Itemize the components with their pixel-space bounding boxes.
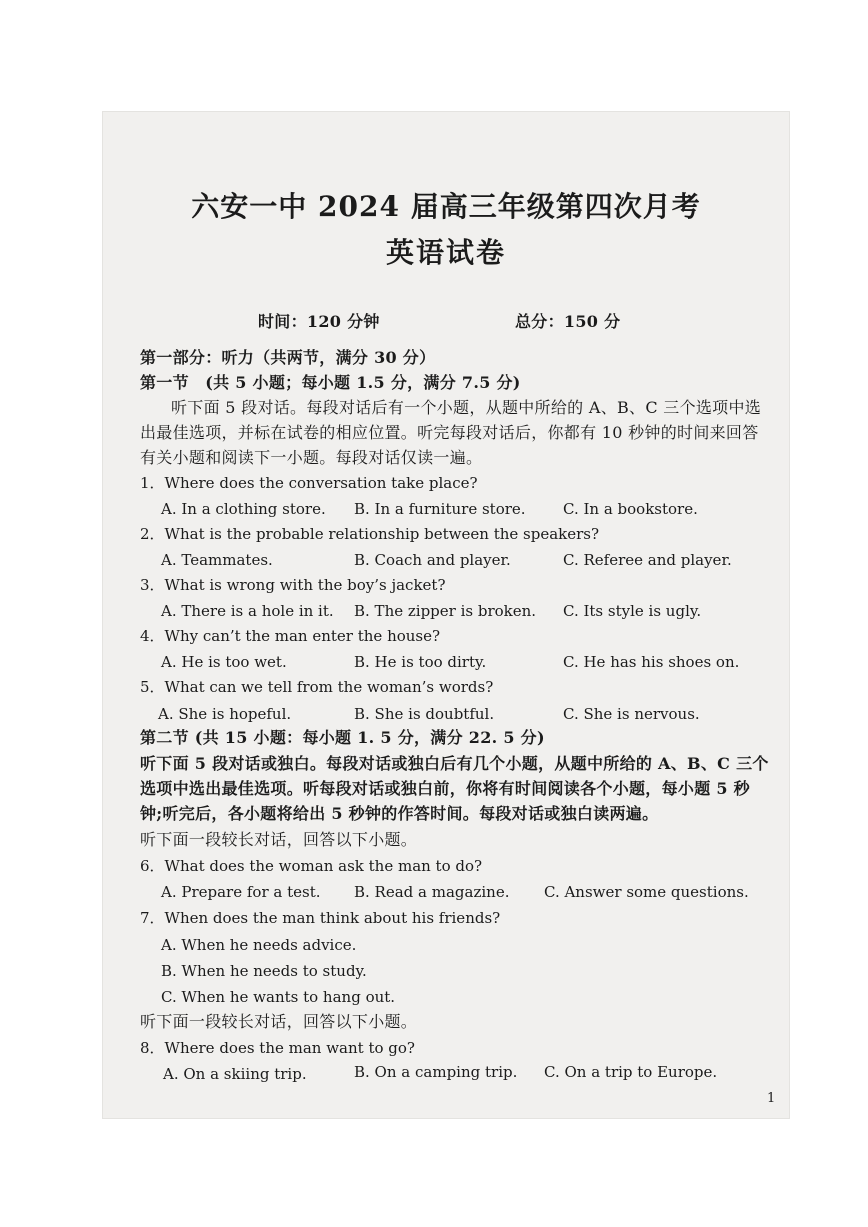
section1-heading: 第一节 (共 5 小题；每小题 1.5 分，满分 7.5 分): [140, 373, 521, 392]
question-1-option-b: B. In a furniture store.: [354, 500, 526, 518]
section2-instruction-line: 听下面 5 段对话或独白。每段对话或独白后有几个小题，从题中所给的 A、B、C 三个: [140, 754, 769, 773]
section1-instruction-line: 听下面 5 段对话。每段对话后有一个小题，从题中所给的 A、B、C 三个选项中选: [171, 398, 762, 417]
question-1-option-a: A. In a clothing store.: [161, 500, 326, 518]
exam-total-score: 总分：150 分: [515, 312, 621, 331]
question-1: 1．Where does the conversation take place?: [140, 474, 478, 492]
question-1-option-c: C. In a bookstore.: [563, 500, 698, 518]
question-2-option-a: A. Teammates.: [161, 551, 273, 569]
question-3: 3．What is wrong with the boy’s jacket?: [140, 576, 446, 594]
question-8-option-b: B. On a camping trip.: [354, 1063, 518, 1081]
section2-instruction-line: 选项中选出最佳选项。听每段对话或独白前，你将有时间阅读各个小题，每小题 5 秒: [140, 779, 750, 798]
question-8-option-c: C. On a trip to Europe.: [544, 1063, 718, 1081]
question-4-option-b: B. He is too dirty.: [354, 653, 487, 671]
question-3-option-c: C. Its style is ugly.: [563, 602, 702, 620]
question-3-option-b: B. The zipper is broken.: [354, 602, 537, 620]
question-5-option-a: A. She is hopeful.: [158, 705, 292, 723]
exam-time: 时间：120 分钟: [258, 312, 380, 331]
question-5-option-c: C. She is nervous.: [563, 705, 700, 723]
exam-subtitle: 英语试卷: [385, 236, 506, 269]
question-4-option-c: C. He has his shoes on.: [563, 653, 740, 671]
question-7-option-b: B. When he needs to study.: [161, 962, 367, 980]
section1-instruction-line: 有关小题和阅读下一小题。每段对话仅读一遍。: [140, 448, 483, 467]
question-4: 4．Why can’t the man enter the house?: [140, 627, 441, 645]
question-6: 6．What does the woman ask the man to do?: [140, 857, 483, 875]
section1-instruction-line: 出最佳选项，并标在试卷的相应位置。听完每段对话后，你都有 10 秒钟的时间来回答: [140, 423, 759, 442]
question-6-option-a: A. Prepare for a test.: [161, 883, 321, 901]
question-7-option-c: C. When he wants to hang out.: [161, 988, 396, 1006]
question-7: 7．When does the man think about his friends?: [140, 909, 501, 927]
question-7-option-a: A. When he needs advice.: [161, 936, 357, 954]
question-3-option-a: A. There is a hole in it.: [161, 602, 334, 620]
section2-instruction-line: 钟;听完后，各小题将给出 5 秒钟的作答时间。每段对话或独白读两遍。: [140, 804, 659, 823]
listen-instruction: 听下面一段较长对话，回答以下小题。: [140, 1012, 418, 1031]
question-8: 8．Where does the man want to go?: [140, 1039, 415, 1057]
listen-instruction: 听下面一段较长对话，回答以下小题。: [140, 830, 418, 849]
question-2: 2．What is the probable relationship between the speakers?: [140, 525, 600, 543]
question-2-option-b: B. Coach and player.: [354, 551, 511, 569]
question-6-option-c: C. Answer some questions.: [544, 883, 749, 901]
question-8-option-a: A. On a skiing trip.: [163, 1065, 307, 1083]
exam-sheet: [103, 112, 789, 1118]
question-5: 5．What can we tell from the woman’s words?: [140, 678, 494, 696]
question-5-option-b: B. She is doubtful.: [354, 705, 495, 723]
question-2-option-c: C. Referee and player.: [563, 551, 732, 569]
question-4-option-a: A. He is too wet.: [161, 653, 287, 671]
section2-heading: 第二节 (共 15 小题：每小题 1. 5 分，满分 22. 5 分): [140, 728, 545, 747]
question-6-option-b: B. Read a magazine.: [354, 883, 510, 901]
exam-title: 六安一中 2024 届高三年级第四次月考: [191, 190, 701, 223]
page-number: 1: [767, 1091, 776, 1106]
part1-heading: 第一部分：听力（共两节，满分 30 分）: [140, 348, 436, 367]
